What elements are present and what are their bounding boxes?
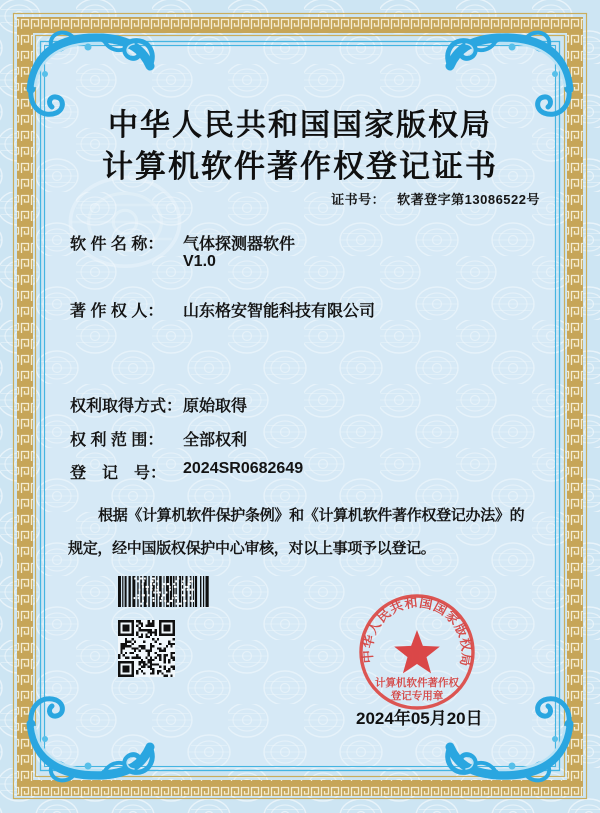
field-label: 权利取得方式： (70, 398, 183, 415)
statement-line-1: 根据《计算机软件保护条例》和《计算机软件著作权登记办法》的 (98, 507, 525, 524)
barcode (118, 576, 210, 607)
field-label: 软 件 名 称： (70, 236, 164, 253)
field-row-acquisition-method (0, 393, 600, 413)
seal-text-line2: 登记专用章 (390, 690, 444, 702)
seal-star-icon (394, 630, 440, 673)
field-value: V1.0 (183, 253, 216, 270)
field-row-version (0, 253, 600, 273)
field-label: 著 作 权 人： (70, 303, 164, 320)
field-row-rights-scope (0, 427, 600, 447)
field-label: 权 利 范 围： (70, 432, 164, 449)
field-value: 山东格安智能科技有限公司 (183, 303, 376, 320)
certificate-number-value: 软著登字第13086522号 (397, 192, 540, 207)
seal-text-line1: 计算机软件著作权 (375, 677, 459, 689)
field-label: 登 记 号： (70, 465, 167, 482)
issuer-title: 中华人民共和国国家版权局 (108, 109, 492, 142)
registration-statement (68, 499, 546, 565)
field-row-copyright-owner (0, 298, 600, 318)
field-value: 原始取得 (183, 398, 248, 415)
statement-line-2: 规定，经中国版权保护中心审核，对以上事项予以登记。 (68, 540, 436, 557)
certificate-title: 计算机软件著作权登记证书 (102, 149, 498, 184)
field-value: 2024SR0682649 (183, 460, 304, 477)
field-value: 气体探测器软件 (183, 236, 296, 253)
field-row-registration-number (0, 460, 600, 480)
certificate-number-label: 证书号： (331, 192, 386, 207)
field-value: 全部权利 (183, 432, 248, 449)
official-seal (353, 589, 481, 717)
seal-arc-text: 中华人民共和国国家版权局 (359, 594, 475, 669)
registration-date: 2024年05月20日 (356, 709, 483, 728)
certificate-number (331, 189, 540, 208)
qr-code (118, 620, 175, 677)
field-row-software-name (0, 231, 600, 251)
